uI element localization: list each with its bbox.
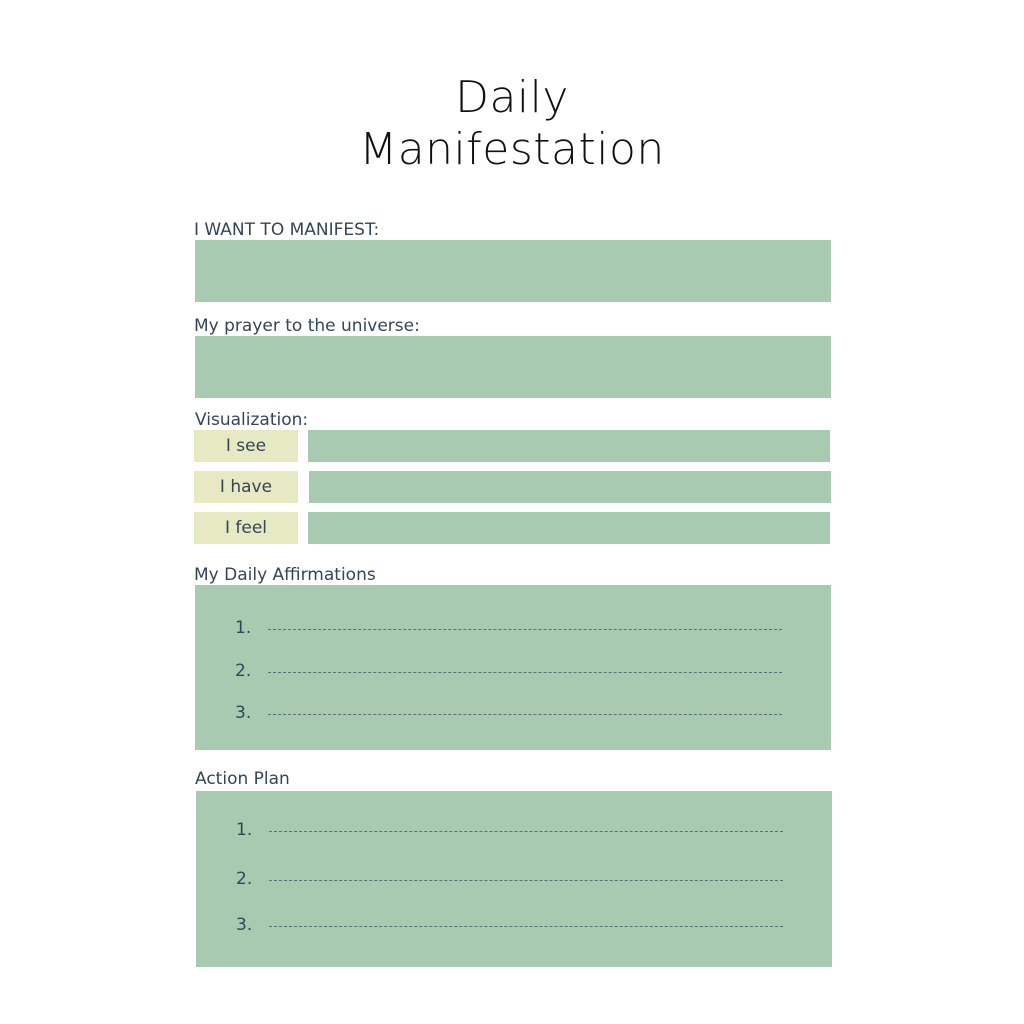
action-row-1[interactable] (196, 820, 832, 840)
title-line-1: Daily (455, 72, 569, 123)
affirmations-label: My Daily Affirmations (194, 565, 376, 585)
title-line-2: Manifestation (359, 124, 665, 175)
affirmation-row-3[interactable] (195, 703, 831, 723)
visualization-tag-have: I have (194, 471, 298, 503)
affirmation-line-3 (268, 714, 782, 715)
visualization-field-feel[interactable] (308, 512, 830, 544)
affirmation-line-1 (268, 629, 782, 630)
action-row-2[interactable] (196, 869, 832, 889)
visualization-field-have[interactable] (309, 471, 831, 503)
affirmation-number-1: 1. (235, 618, 252, 638)
affirmations-box (195, 585, 831, 750)
visualization-tag-see: I see (194, 430, 298, 462)
manifest-field[interactable] (195, 240, 831, 302)
action-line-1 (269, 831, 783, 832)
visualization-field-see[interactable] (308, 430, 830, 462)
action-line-3 (269, 926, 783, 927)
visualization-tag-feel: I feel (194, 512, 298, 544)
prayer-label: My prayer to the universe: (194, 316, 420, 336)
affirmation-row-1[interactable] (195, 618, 831, 638)
manifest-label: I WANT TO MANIFEST: (194, 220, 380, 240)
action-plan-box (196, 791, 832, 967)
action-row-3[interactable] (196, 915, 832, 935)
affirmation-number-3: 3. (235, 703, 252, 723)
action-number-2: 2. (236, 869, 253, 889)
action-plan-label: Action Plan (195, 769, 290, 789)
action-line-2 (269, 880, 783, 881)
affirmation-line-2 (268, 672, 782, 673)
visualization-label: Visualization: (195, 410, 309, 430)
prayer-field[interactable] (195, 336, 831, 398)
affirmation-row-2[interactable] (195, 661, 831, 681)
affirmation-number-2: 2. (235, 661, 252, 681)
action-number-3: 3. (236, 915, 253, 935)
action-number-1: 1. (236, 820, 253, 840)
